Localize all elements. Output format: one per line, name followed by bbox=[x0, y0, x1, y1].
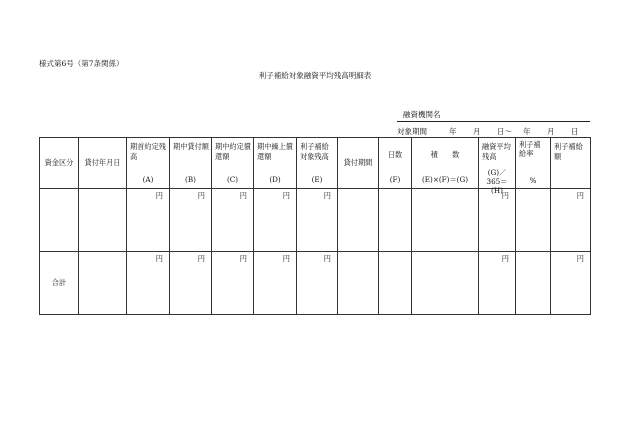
unit-yen: 円 bbox=[212, 189, 254, 252]
unit-yen: 円 bbox=[254, 189, 297, 252]
header-contract-repayment: 期中約定償還額 (C) bbox=[212, 138, 254, 189]
cell-days bbox=[379, 252, 412, 315]
cell-rate bbox=[516, 189, 551, 252]
header-days: 日数 (F) bbox=[379, 138, 412, 189]
period-day-2: 日 bbox=[571, 127, 579, 136]
period-month-1: 月 bbox=[473, 127, 481, 136]
header-average-balance: 融資平均残高 (G)／365＝(H) bbox=[479, 138, 516, 189]
unit-yen: 円 bbox=[551, 189, 591, 252]
header-early-repayment: 期中繰上償還額 (D) bbox=[254, 138, 297, 189]
total-label: 合計 bbox=[40, 252, 79, 315]
period-day-1: 日～ bbox=[497, 127, 512, 136]
cell-rate bbox=[516, 252, 551, 315]
cell-product bbox=[412, 252, 479, 315]
target-period bbox=[397, 126, 579, 137]
header-subsidy-balance: 利子補給対象残高 (E) bbox=[297, 138, 338, 189]
unit-yen: 円 bbox=[479, 189, 516, 252]
period-month-2: 月 bbox=[547, 127, 555, 136]
unit-yen: 円 bbox=[297, 189, 338, 252]
header-subsidy-amount: 利子補給額 bbox=[551, 138, 591, 189]
header-loan-date: 貸付年月日 bbox=[79, 138, 127, 189]
cell-loan-date bbox=[79, 189, 127, 252]
header-period-loans: 期中貸付額 (B) bbox=[170, 138, 212, 189]
header-fund-category: 資金区分 bbox=[40, 138, 79, 189]
cell-product bbox=[412, 189, 479, 252]
cell-fund-category bbox=[40, 189, 79, 252]
cell-days bbox=[379, 189, 412, 252]
header-opening-balance: 期首約定残高 (A) bbox=[127, 138, 170, 189]
unit-yen: 円 bbox=[170, 189, 212, 252]
unit-yen: 円 bbox=[297, 252, 338, 315]
cell-loan-period bbox=[338, 252, 379, 315]
unit-yen: 円 bbox=[479, 252, 516, 315]
header-row bbox=[40, 138, 591, 189]
header-product: 積 数 (E)×(F)＝(G) bbox=[412, 138, 479, 189]
cell-loan-period bbox=[338, 189, 379, 252]
header-subsidy-rate: 利子補給率 % bbox=[516, 138, 551, 189]
period-year-1: 年 bbox=[449, 127, 457, 136]
header-loan-period: 貸付期間 bbox=[338, 138, 379, 189]
unit-yen: 円 bbox=[212, 252, 254, 315]
interest-subsidy-table bbox=[39, 137, 591, 315]
form-number: 様式第6号（第7条関係） bbox=[39, 59, 124, 68]
cell-loan-date bbox=[79, 252, 127, 315]
unit-yen: 円 bbox=[551, 252, 591, 315]
period-year-2: 年 bbox=[523, 127, 531, 136]
table-row bbox=[40, 189, 591, 252]
document-title: 利子補給対象融資平均残高明細表 bbox=[258, 71, 372, 80]
period-label: 対象期間 bbox=[397, 127, 427, 136]
unit-yen: 円 bbox=[127, 252, 170, 315]
unit-yen: 円 bbox=[170, 252, 212, 315]
unit-yen: 円 bbox=[127, 189, 170, 252]
unit-yen: 円 bbox=[254, 252, 297, 315]
total-row bbox=[40, 252, 591, 315]
institution-name-field: 融資機関名 bbox=[397, 109, 590, 122]
